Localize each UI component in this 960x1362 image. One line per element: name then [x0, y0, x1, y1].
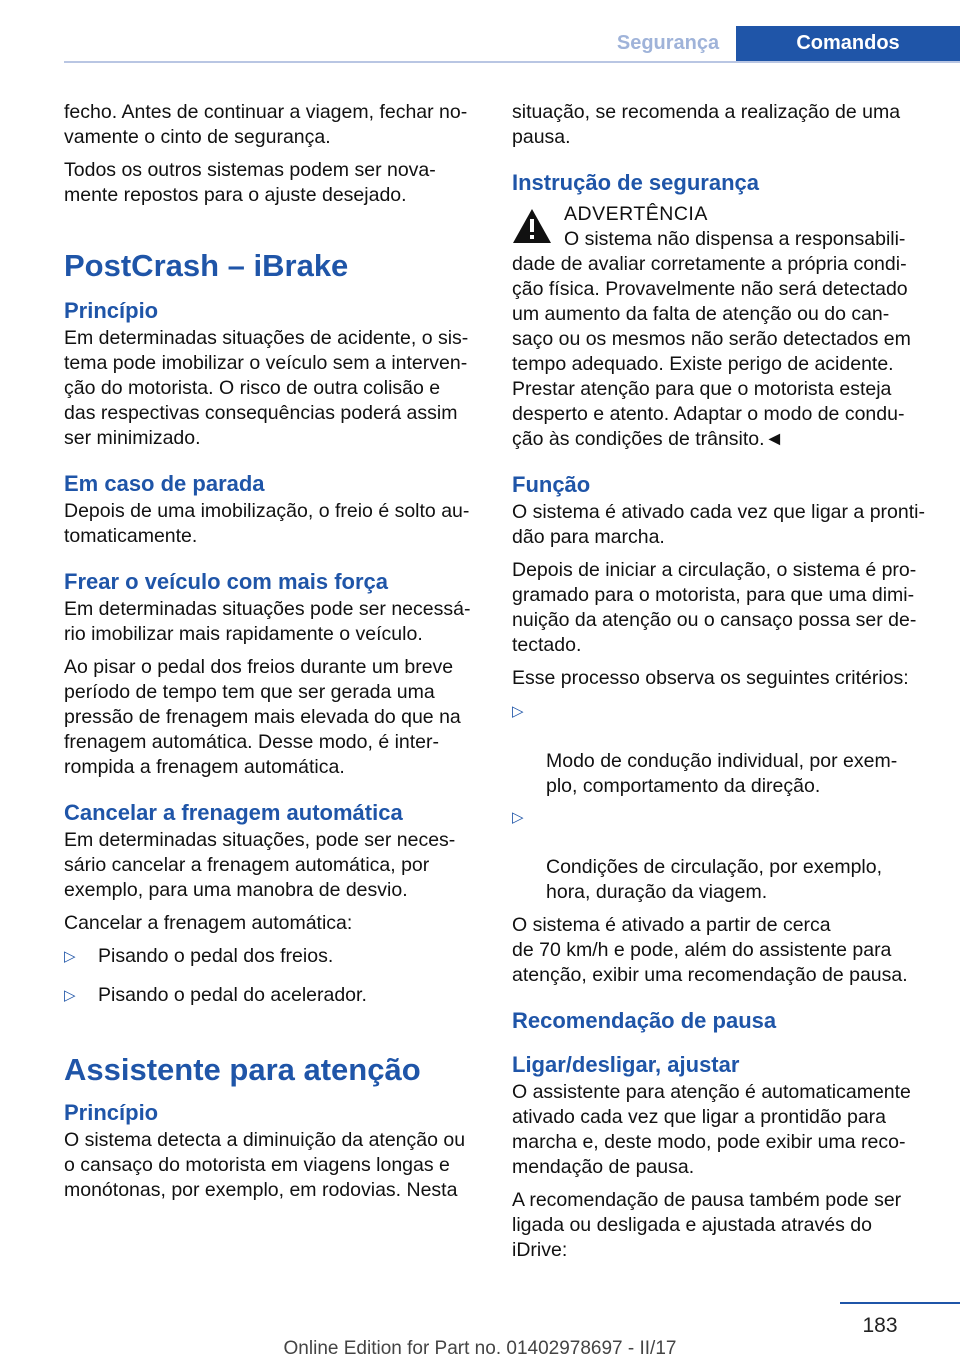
triangle-right-icon: ▷ [512, 703, 524, 720]
subsection-title-frear: Frear o veículo com mais força [64, 569, 389, 594]
subsection-title-principio: Princípio [64, 1100, 159, 1125]
subsection-title-parada: Em caso de parada [64, 471, 265, 496]
page-number: 183 [862, 1314, 898, 1337]
paragraph: Ao pisar o pedal dos freios durante um breve período de tempo tem que ser gerada uma pressão de frenagem mais elevada do que na frenagem automática. Desse modo, é inter- rompida a frenagem automática. [64, 656, 461, 778]
triangle-right-icon: ▷ [512, 809, 524, 826]
tab-seguranca[interactable]: Segurança [616, 32, 720, 54]
paragraph: Depois de uma imobilização, o freio é solto au- tomaticamente. [64, 500, 470, 547]
subsection-title-cancelar: Cancelar a frenagem automática [64, 800, 403, 825]
paragraph: Em determinadas situações de acidente, o sis- tema pode imobilizar o veículo sem a interven- ção do motorista. O risco de outra colisão e das respectivas consequências poderá assim ser minimizado. [64, 327, 469, 449]
warning-title: ADVERTÊNCIA [564, 203, 708, 225]
paragraph: Depois de iniciar a circulação, o sistema é pro- gramado para o motorista, para que uma dimi- nuição da atenção ou o cansaço possa ser de- tectado. [512, 559, 917, 656]
edition-note: Online Edition for Part no. 01402978697 - II/17 [283, 1338, 677, 1359]
left-column [64, 100, 484, 1211]
subsection-title-recomendacao: Recomendação de pausa [512, 1008, 777, 1033]
paragraph: Todos os outros sistemas podem ser nova- mente repostos para o ajuste desejado. [64, 159, 436, 206]
list-item [64, 944, 484, 969]
list-item [512, 805, 932, 905]
paragraph: O sistema é ativado a partir de cerca de 70 km/h e pode, além do assistente para atenção, exibir uma recomendação de pausa. [512, 914, 908, 986]
list-item-text: Condições de circulação, por exemplo, hora, duração da viagem. [546, 856, 883, 903]
subsection-title-instrucao: Instrução de segurança [512, 170, 759, 195]
list-item [64, 983, 484, 1008]
right-column [512, 100, 932, 1271]
section-title-postcrash: PostCrash – iBrake [64, 248, 349, 283]
tab-comandos[interactable]: Comandos [736, 26, 960, 63]
warning-text: O sistema não dispensa a responsabili- dade de avaliar corretamente a própria condi- ção física. Provavelmente não será detectado um aumento da falta de atenção ou do can- saço ou os mesmos não serão detectados em tempo adequado. Existe perigo de acidente. Prestar atenção para que o motorista esteja desperto e atento. Adaptar o modo de condu- ção às condições de trânsito.◄ [512, 228, 911, 450]
paragraph: Em determinadas situações pode ser necessá- rio imobilizar mais rapidamente o veículo. [64, 598, 471, 645]
list-item-text: Modo de condução individual, por exem- plo, comportamento da direção. [546, 750, 898, 797]
section-title-assistente: Assistente para atenção [64, 1052, 421, 1087]
header-rule [64, 61, 960, 63]
paragraph: Em determinadas situações, pode ser neces- sário cancelar a frenagem automática, por exemplo, para uma manobra de desvio. [64, 829, 456, 901]
paragraph: A recomendação de pausa também pode ser ligada ou desligada e ajustada através do iDrive: [512, 1189, 902, 1261]
subsection-title-principio: Princípio [64, 298, 159, 323]
paragraph: O sistema detecta a diminuição da atenção ou o cansaço do motorista em viagens longas e monótonas, por exemplo, em rodovias. Nesta [64, 1129, 466, 1201]
list-item-text: Pisando o pedal do acelerador. [98, 984, 367, 1006]
footer-rule [840, 1302, 960, 1304]
paragraph: Cancelar a frenagem automática: [64, 912, 353, 934]
triangle-right-icon: ▷ [64, 948, 76, 965]
warning-triangle-icon [512, 208, 552, 244]
paragraph: O assistente para atenção é automaticamente ativado cada vez que ligar a prontidão para marcha e, deste modo, pode exibir uma reco- mendação de pausa. [512, 1081, 911, 1178]
subsection-title-ligar: Ligar/desligar, ajustar [512, 1052, 740, 1077]
paragraph: fecho. Antes de continuar a viagem, fechar no- vamente o cinto de segurança. [64, 101, 468, 148]
paragraph: situação, se recomenda a realização de uma pausa. [512, 101, 901, 148]
warning-box [512, 202, 932, 452]
paragraph: O sistema é ativado cada vez que ligar a pronti- dão para marcha. [512, 501, 925, 548]
list-item-text: Pisando o pedal dos freios. [98, 945, 334, 967]
triangle-right-icon: ▷ [64, 987, 76, 1004]
list-item [512, 699, 932, 799]
subsection-title-funcao: Função [512, 472, 591, 497]
paragraph: Esse processo observa os seguintes critérios: [512, 667, 909, 689]
